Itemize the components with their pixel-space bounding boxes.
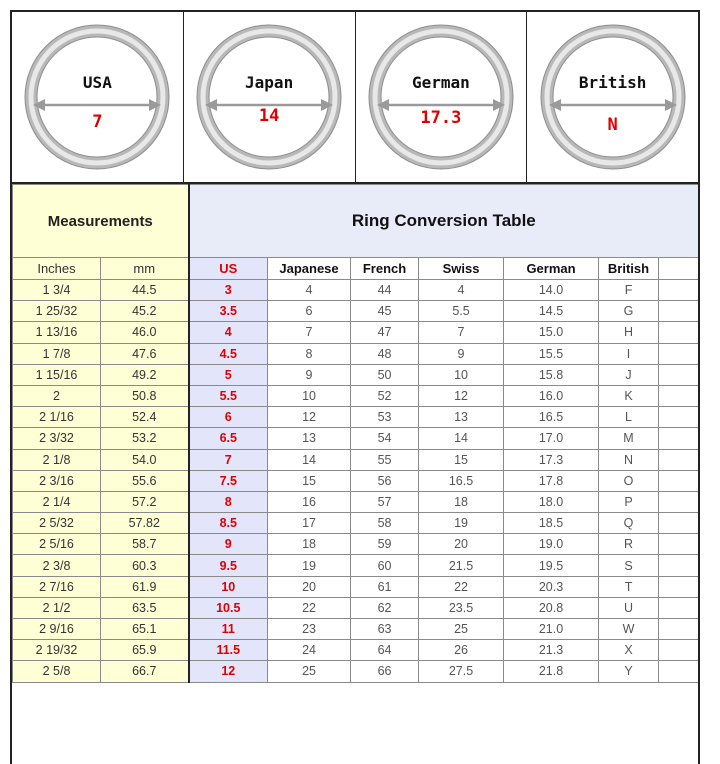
table-cell-swiss: 9	[419, 343, 504, 364]
table-cell-german: 21.3	[504, 640, 599, 661]
ring-size-value: 17.3	[420, 108, 462, 128]
table-cell-french: 55	[351, 449, 419, 470]
table-cell-british: Y	[599, 661, 659, 682]
ring-japan	[184, 12, 356, 182]
table-cell-swiss: 27.5	[419, 661, 504, 682]
empty-cell	[659, 597, 699, 618]
table-cell-us: 5	[189, 364, 268, 385]
table-cell-japanese: 7	[268, 322, 351, 343]
column-header: mm	[101, 258, 189, 280]
table-cell-french: 50	[351, 364, 419, 385]
table-cell-japanese: 6	[268, 301, 351, 322]
table-cell-us: 5.5	[189, 385, 268, 406]
table-cell-french: 64	[351, 640, 419, 661]
table-cell-inches: 2 7/16	[13, 576, 101, 597]
empty-cell	[659, 322, 699, 343]
table-cell-japanese: 14	[268, 449, 351, 470]
table-row	[13, 470, 699, 491]
table-row	[13, 407, 699, 428]
table-cell-german: 15.0	[504, 322, 599, 343]
table-cell-british: N	[599, 449, 659, 470]
ring-size-value: 7	[92, 112, 103, 132]
table-cell-mm: 61.9	[101, 576, 189, 597]
table-cell-us: 8.5	[189, 513, 268, 534]
ring-icon	[537, 21, 689, 173]
table-cell-french: 60	[351, 555, 419, 576]
empty-cell	[659, 364, 699, 385]
table-cell-us: 11.5	[189, 640, 268, 661]
table-cell-inches: 2 1/8	[13, 449, 101, 470]
table-cell-japanese: 8	[268, 343, 351, 364]
table-cell-swiss: 12	[419, 385, 504, 406]
table-cell-japanese: 13	[268, 428, 351, 449]
table-title: Ring Conversion Table	[189, 185, 699, 258]
table-cell-mm: 45.2	[101, 301, 189, 322]
table-cell-inches: 2	[13, 385, 101, 406]
column-header: German	[504, 258, 599, 280]
table-cell-us: 12	[189, 661, 268, 682]
table-cell-us: 9.5	[189, 555, 268, 576]
table-cell-german: 20.3	[504, 576, 599, 597]
table-cell-french: 57	[351, 491, 419, 512]
table-row	[13, 597, 699, 618]
table-row	[13, 322, 699, 343]
table-cell-british: O	[599, 470, 659, 491]
empty-cell	[659, 513, 699, 534]
table-cell-mm: 57.82	[101, 513, 189, 534]
table-row	[13, 491, 699, 512]
table-cell-japanese: 22	[268, 597, 351, 618]
ring-size-panel	[10, 10, 700, 184]
table-cell-german: 19.0	[504, 534, 599, 555]
table-cell-japanese: 4	[268, 280, 351, 301]
table-cell-british: F	[599, 280, 659, 301]
table-cell-swiss: 21.5	[419, 555, 504, 576]
table-cell-british: I	[599, 343, 659, 364]
table-cell-french: 63	[351, 619, 419, 640]
table-cell-german: 21.0	[504, 619, 599, 640]
ring-icon	[193, 21, 345, 173]
table-cell-mm: 54.0	[101, 449, 189, 470]
table-cell-german: 21.8	[504, 661, 599, 682]
table-cell-inches: 2 3/16	[13, 470, 101, 491]
table-cell-us: 10.5	[189, 597, 268, 618]
empty-cell	[659, 555, 699, 576]
double-arrow-icon	[33, 99, 161, 111]
ring-icon	[365, 21, 517, 173]
table-cell-us: 8	[189, 491, 268, 512]
table-cell-inches: 2 1/2	[13, 597, 101, 618]
table-cell-british: P	[599, 491, 659, 512]
ring-size-value: 14	[258, 106, 280, 126]
table-cell-us: 10	[189, 576, 268, 597]
table-cell-mm: 66.7	[101, 661, 189, 682]
table-cell-french: 47	[351, 322, 419, 343]
table-cell-inches: 2 9/16	[13, 619, 101, 640]
column-header: French	[351, 258, 419, 280]
measurements-header: Measurements	[13, 185, 189, 258]
table-cell-us: 4.5	[189, 343, 268, 364]
ring-icon	[21, 21, 173, 173]
table-cell-german: 16.0	[504, 385, 599, 406]
table-cell-mm: 65.1	[101, 619, 189, 640]
table-cell-swiss: 15	[419, 449, 504, 470]
table-cell-british: J	[599, 364, 659, 385]
table-cell-japanese: 19	[268, 555, 351, 576]
table-cell-inches: 1 3/4	[13, 280, 101, 301]
table-cell-inches: 2 1/4	[13, 491, 101, 512]
empty-cell	[659, 640, 699, 661]
ring-conversion-table	[12, 184, 699, 683]
table-cell-swiss: 25	[419, 619, 504, 640]
table-row	[13, 534, 699, 555]
table-cell-us: 11	[189, 619, 268, 640]
table-row	[13, 619, 699, 640]
table-cell-us: 7	[189, 449, 268, 470]
table-cell-us: 4	[189, 322, 268, 343]
table-cell-british: H	[599, 322, 659, 343]
table-cell-british: K	[599, 385, 659, 406]
table-cell-japanese: 9	[268, 364, 351, 385]
column-header: Inches	[13, 258, 101, 280]
table-cell-inches: 2 5/8	[13, 661, 101, 682]
table-cell-french: 59	[351, 534, 419, 555]
table-cell-swiss: 16.5	[419, 470, 504, 491]
table-cell-german: 18.0	[504, 491, 599, 512]
table-cell-inches: 1 15/16	[13, 364, 101, 385]
table-cell-inches: 2 3/32	[13, 428, 101, 449]
table-cell-inches: 1 25/32	[13, 301, 101, 322]
table-cell-mm: 63.5	[101, 597, 189, 618]
ring-country-label: German	[411, 73, 470, 92]
table-cell-inches: 2 1/16	[13, 407, 101, 428]
table-cell-us: 9	[189, 534, 268, 555]
table-cell-french: 62	[351, 597, 419, 618]
table-row	[13, 640, 699, 661]
column-header-row	[13, 258, 699, 280]
table-cell-japanese: 10	[268, 385, 351, 406]
ring-british	[527, 12, 698, 182]
table-cell-german: 16.5	[504, 407, 599, 428]
empty-cell	[659, 449, 699, 470]
table-cell-french: 54	[351, 428, 419, 449]
table-cell-german: 20.8	[504, 597, 599, 618]
table-cell-inches: 2 19/32	[13, 640, 101, 661]
table-cell-french: 52	[351, 385, 419, 406]
table-cell-japanese: 23	[268, 619, 351, 640]
table-cell-japanese: 15	[268, 470, 351, 491]
table-cell-french: 44	[351, 280, 419, 301]
empty-cell	[659, 428, 699, 449]
table-row	[13, 343, 699, 364]
ring-country-label: USA	[82, 73, 112, 92]
table-row	[13, 301, 699, 322]
table-cell-us: 3.5	[189, 301, 268, 322]
empty-cell	[659, 619, 699, 640]
ring-size-value: N	[607, 115, 618, 135]
ring-german	[356, 12, 528, 182]
empty-cell	[659, 280, 699, 301]
table-row	[13, 385, 699, 406]
empty-cell	[659, 491, 699, 512]
table-cell-inches: 2 5/16	[13, 534, 101, 555]
table-cell-us: 6.5	[189, 428, 268, 449]
table-cell-japanese: 24	[268, 640, 351, 661]
table-cell-swiss: 7	[419, 322, 504, 343]
column-header: British	[599, 258, 659, 280]
table-cell-british: Q	[599, 513, 659, 534]
table-row	[13, 576, 699, 597]
table-cell-british: L	[599, 407, 659, 428]
table-row	[13, 428, 699, 449]
empty-cell	[659, 534, 699, 555]
empty-cell	[659, 258, 699, 280]
ring-country-label: Japan	[245, 73, 294, 92]
table-cell-british: M	[599, 428, 659, 449]
table-cell-french: 45	[351, 301, 419, 322]
table-cell-swiss: 10	[419, 364, 504, 385]
table-cell-swiss: 26	[419, 640, 504, 661]
empty-cell	[659, 576, 699, 597]
table-cell-mm: 52.4	[101, 407, 189, 428]
table-cell-swiss: 14	[419, 428, 504, 449]
table-cell-swiss: 18	[419, 491, 504, 512]
table-cell-german: 17.8	[504, 470, 599, 491]
table-row	[13, 661, 699, 682]
table-cell-swiss: 22	[419, 576, 504, 597]
table-cell-german: 15.5	[504, 343, 599, 364]
table-row	[13, 364, 699, 385]
table-cell-mm: 60.3	[101, 555, 189, 576]
empty-cell	[659, 407, 699, 428]
table-cell-german: 17.0	[504, 428, 599, 449]
table-row	[13, 513, 699, 534]
table-cell-german: 15.8	[504, 364, 599, 385]
table-cell-mm: 57.2	[101, 491, 189, 512]
double-arrow-icon	[549, 99, 677, 111]
table-cell-japanese: 20	[268, 576, 351, 597]
table-row	[13, 555, 699, 576]
table-cell-swiss: 19	[419, 513, 504, 534]
column-header: US	[189, 258, 268, 280]
table-cell-us: 6	[189, 407, 268, 428]
empty-cell	[659, 470, 699, 491]
table-cell-japanese: 16	[268, 491, 351, 512]
table-cell-british: S	[599, 555, 659, 576]
table-cell-mm: 49.2	[101, 364, 189, 385]
table-cell-british: G	[599, 301, 659, 322]
table-cell-mm: 58.7	[101, 534, 189, 555]
table-cell-mm: 55.6	[101, 470, 189, 491]
table-cell-mm: 47.6	[101, 343, 189, 364]
table-cell-inches: 2 3/8	[13, 555, 101, 576]
empty-cell	[659, 301, 699, 322]
table-cell-french: 66	[351, 661, 419, 682]
column-header: Swiss	[419, 258, 504, 280]
table-cell-inches: 2 5/32	[13, 513, 101, 534]
table-cell-swiss: 4	[419, 280, 504, 301]
table-cell-japanese: 17	[268, 513, 351, 534]
table-cell-inches: 1 7/8	[13, 343, 101, 364]
table-row	[13, 449, 699, 470]
table-cell-french: 56	[351, 470, 419, 491]
ring-usa	[12, 12, 184, 182]
empty-cell	[659, 343, 699, 364]
table-cell-us: 7.5	[189, 470, 268, 491]
table-cell-mm: 50.8	[101, 385, 189, 406]
table-cell-swiss: 5.5	[419, 301, 504, 322]
ring-country-label: British	[578, 73, 647, 92]
table-cell-british: R	[599, 534, 659, 555]
table-cell-french: 48	[351, 343, 419, 364]
table-cell-swiss: 20	[419, 534, 504, 555]
table-cell-swiss: 13	[419, 407, 504, 428]
table-cell-french: 61	[351, 576, 419, 597]
table-row	[13, 280, 699, 301]
table-cell-german: 14.0	[504, 280, 599, 301]
table-cell-inches: 1 13/16	[13, 322, 101, 343]
empty-cell	[659, 385, 699, 406]
table-cell-french: 58	[351, 513, 419, 534]
table-cell-japanese: 25	[268, 661, 351, 682]
table-cell-french: 53	[351, 407, 419, 428]
table-cell-german: 14.5	[504, 301, 599, 322]
table-cell-german: 19.5	[504, 555, 599, 576]
table-cell-mm: 44.5	[101, 280, 189, 301]
column-header: Japanese	[268, 258, 351, 280]
table-cell-swiss: 23.5	[419, 597, 504, 618]
table-cell-british: X	[599, 640, 659, 661]
empty-cell	[659, 661, 699, 682]
table-cell-german: 17.3	[504, 449, 599, 470]
table-cell-mm: 53.2	[101, 428, 189, 449]
table-cell-british: T	[599, 576, 659, 597]
table-cell-us: 3	[189, 280, 268, 301]
table-cell-german: 18.5	[504, 513, 599, 534]
table-cell-mm: 65.9	[101, 640, 189, 661]
table-cell-mm: 46.0	[101, 322, 189, 343]
table-cell-british: W	[599, 619, 659, 640]
table-cell-japanese: 12	[268, 407, 351, 428]
table-cell-british: U	[599, 597, 659, 618]
table-cell-japanese: 18	[268, 534, 351, 555]
ring-conversion-table-container	[10, 184, 700, 764]
